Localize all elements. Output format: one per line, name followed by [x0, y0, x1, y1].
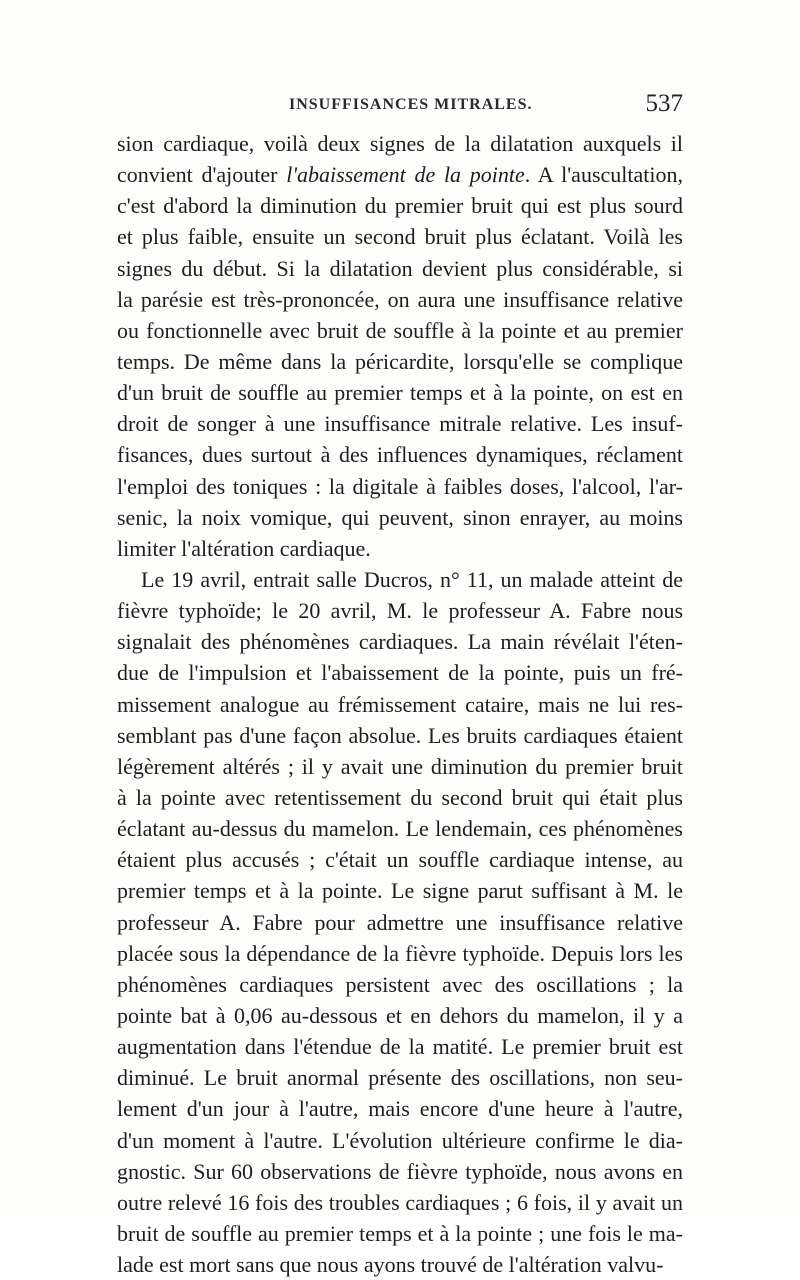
text-line: placée sous la dépendance de la fièvre typhoïde. Depuis lors les [117, 940, 683, 966]
text-line: augmentation dans l'étendue de la matité. Le premier bruit est [117, 1034, 683, 1060]
text-line: sion cardiaque, voilà deux signes de la dilatation auxquels il [117, 131, 683, 156]
text-line: Le 19 avril, entrait salle Ducros, n° 11, un malade atteint de [141, 566, 683, 592]
running-title: INSUFFISANCES MITRALES. [289, 96, 533, 113]
text-line: et plus faible, ensuite un second bruit plus éclatant. Voilà les [117, 224, 683, 250]
text-line: lement d'un jour à l'autre, mais encore d'une heure à l'autre, [117, 1096, 683, 1122]
text-line: lade est mort sans que nous ayons trouvé de l'altération valvu- [117, 1252, 664, 1278]
text-line: l'emploi des toniques : la digitale à faibles doses, l'alcool, l'ar- [117, 473, 683, 499]
text-line: ou fonctionnelle avec bruit de souffle à la pointe et au premier [117, 317, 683, 343]
text-line: professeur A. Fabre pour admettre une insuffisance relative [117, 909, 683, 935]
text-line: éclatant au-dessus du mamelon. Le lendemain, ces phénomènes [117, 816, 683, 842]
text-line: signes du début. Si la dilatation devient plus considérable, si [117, 255, 683, 281]
text-line: outre relevé 16 fois des troubles cardiaques ; 6 fois, il y avait un [117, 1189, 683, 1215]
text-line: droit de songer à une insuffisance mitrale relative. Les insuf- [117, 411, 683, 437]
running-head [117, 92, 683, 122]
text-line: à la pointe avec retentissement du second bruit qui était plus [117, 784, 683, 810]
text-line: d'un moment à l'autre. L'évolution ultérieure confirme le dia- [117, 1127, 683, 1153]
text-line: limiter l'altération cardiaque. [117, 535, 371, 561]
text-line: c'est d'abord la diminution du premier bruit qui est plus sourd [117, 193, 683, 219]
text-line: senic, la noix vomique, qui peuvent, sinon enrayer, au moins [117, 504, 683, 530]
text-line: due de l'impulsion et l'abaissement de la pointe, puis un fré- [117, 660, 683, 686]
text-line: bruit de souffle au premier temps et à la pointe ; une fois le ma- [117, 1220, 683, 1246]
text-line: pointe bat à 0,06 au-dessous et en dehors du mamelon, il y a [117, 1002, 683, 1028]
text-line: fisances, dues surtout à des influences dynamiques, réclament [117, 442, 683, 468]
text-line: convient d'ajouter l'abaissement de la pointe. A l'auscultation, [117, 162, 683, 188]
text-line: fièvre typhoïde; le 20 avril, M. le professeur A. Fabre nous [117, 598, 683, 624]
text-line: la parésie est très-prononcée, on aura une insuffisance relative [117, 286, 683, 312]
text-line: premier temps et à la pointe. Le signe parut suffisant à M. le [117, 878, 683, 904]
text-line: signalait des phénomènes cardiaques. La main révélait l'éten- [117, 629, 683, 655]
text-line: phénomènes cardiaques persistent avec des oscillations ; la [117, 971, 683, 997]
text-line: étaient plus accusés ; c'était un souffle cardiaque intense, au [117, 847, 683, 873]
paragraph-2 [117, 564, 683, 1280]
text-line: légèrement altérés ; il y avait une diminution du premier bruit [117, 753, 683, 779]
text-line: d'un bruit de souffle au premier temps et à la pointe, on est en [117, 380, 683, 406]
text-line: temps. De même dans la péricardite, lorsqu'elle se complique [117, 348, 683, 374]
text-line: gnostic. Sur 60 observations de fièvre typhoïde, nous avons en [117, 1158, 683, 1184]
italic-phrase: l'abaissement de la pointe [286, 162, 525, 188]
text-line: semblant pas d'une façon absolue. Les bruits cardiaques étaient [117, 722, 683, 748]
body-text [117, 128, 683, 1280]
page-number: 537 [645, 90, 683, 117]
text-line: missement analogue au frémissement cataire, mais ne lui res- [117, 691, 683, 717]
text-line: diminué. Le bruit anormal présente des oscillations, non seu- [117, 1065, 683, 1091]
paragraph-1 [117, 128, 683, 564]
